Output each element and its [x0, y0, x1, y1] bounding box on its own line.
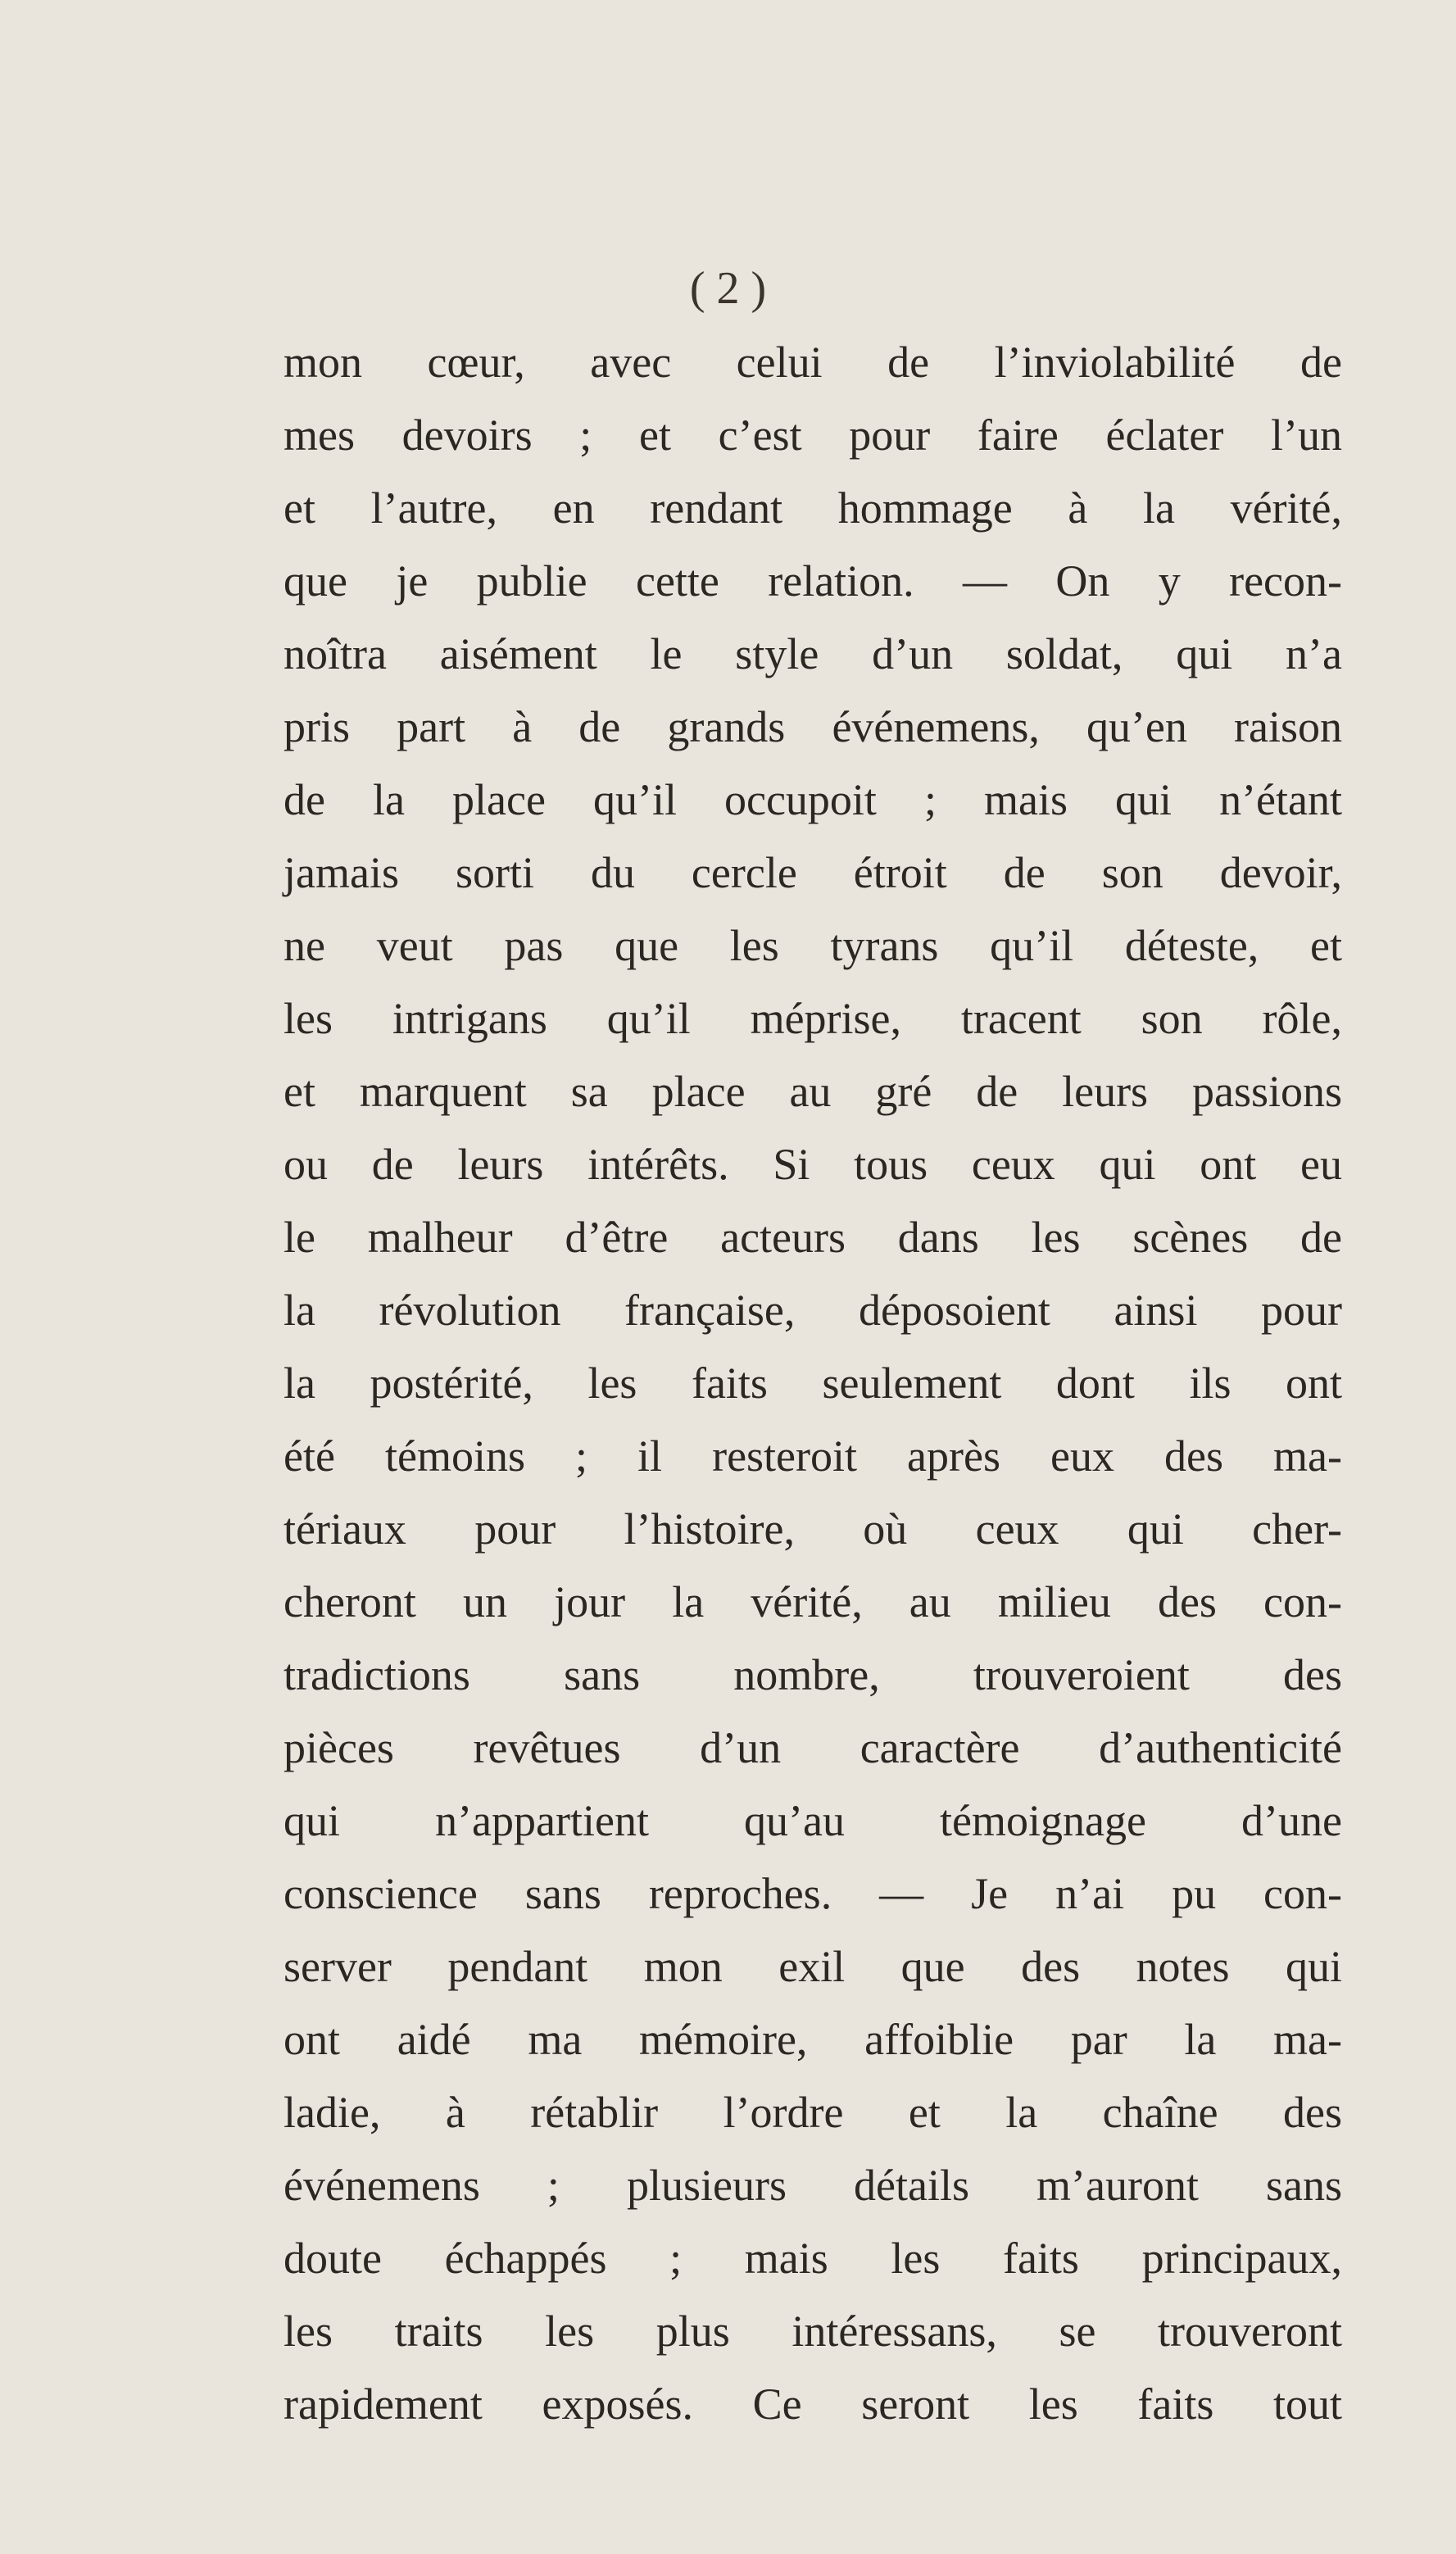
text-line: mon cœur, avec celui de l’inviolabilité de: [283, 338, 1342, 387]
page-number: ( 2 ): [689, 263, 767, 314]
text-line: rapidement exposés. Ce seront les faits tout: [283, 2379, 1342, 2429]
text-line: qui n’appartient qu’au témoignage d’une: [283, 1796, 1342, 1845]
text-line: noîtra aisément le style d’un soldat, qui n’a: [283, 629, 1342, 678]
text-line: été témoins ; il resteroit après eux des ma-: [283, 1431, 1342, 1481]
text-line: ne veut pas que les tyrans qu’il déteste, et: [283, 921, 1342, 970]
text-line: ladie, à rétablir l’ordre et la chaîne des: [283, 2088, 1342, 2137]
text-line: cheront un jour la vérité, au milieu des con-: [283, 1577, 1342, 1626]
text-line: jamais sorti du cercle étroit de son devoir,: [283, 848, 1342, 897]
text-line: le malheur d’être acteurs dans les scènes de: [283, 1213, 1342, 1262]
text-line: tériaux pour l’histoire, où ceux qui cher-: [283, 1504, 1342, 1554]
text-line: conscience sans reproches. — Je n’ai pu con-: [283, 1869, 1342, 1918]
text-line: pièces revêtues d’un caractère d’authenticité: [283, 1723, 1342, 1772]
text-line: server pendant mon exil que des notes qui: [283, 1942, 1342, 1991]
text-line: que je publie cette relation. — On y recon-: [283, 556, 1342, 606]
text-line: mes devoirs ; et c’est pour faire éclater l’un: [283, 411, 1342, 460]
text-line: ou de leurs intérêts. Si tous ceux qui ont eu: [283, 1140, 1342, 1189]
text-line: les intrigans qu’il méprise, tracent son rôle,: [283, 994, 1342, 1043]
text-line: de la place qu’il occupoit ; mais qui n’étant: [283, 775, 1342, 824]
text-line: et l’autre, en rendant hommage à la vérité,: [283, 483, 1342, 533]
text-line: la révolution française, déposoient ainsi pour: [283, 1286, 1342, 1335]
text-line: tradictions sans nombre, trouveroient des: [283, 1650, 1342, 1699]
text-line: ont aidé ma mémoire, affoiblie par la ma-: [283, 2015, 1342, 2064]
text-line: doute échappés ; mais les faits principaux,: [283, 2234, 1342, 2283]
text-line: pris part à de grands événemens, qu’en raison: [283, 702, 1342, 751]
text-line: et marquent sa place au gré de leurs passions: [283, 1067, 1342, 1116]
text-line: la postérité, les faits seulement dont ils ont: [283, 1359, 1342, 1408]
text-line: les traits les plus intéressans, se trouveront: [283, 2307, 1342, 2356]
body-text: [283, 326, 1342, 2441]
text-line: événemens ; plusieurs détails m’auront sans: [283, 2161, 1342, 2210]
